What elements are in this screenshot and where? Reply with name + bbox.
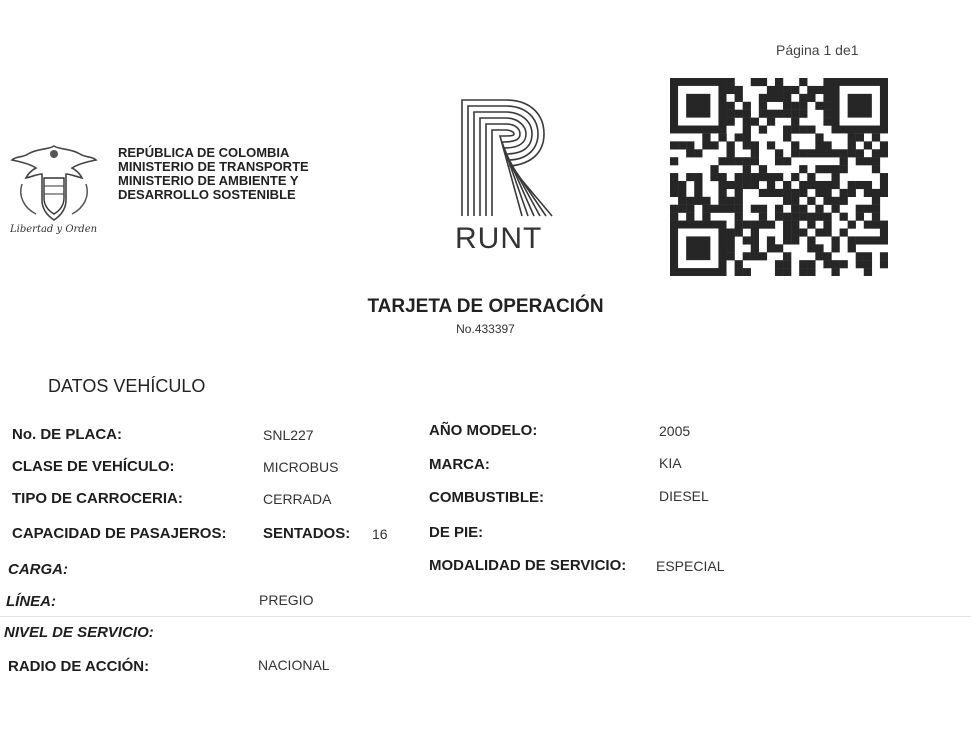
placa-label: No. DE PLACA: — [12, 426, 122, 443]
sentados-value: 16 — [372, 526, 388, 542]
modalidad-value: ESPECIAL — [656, 558, 725, 574]
anio-value: 2005 — [659, 423, 691, 439]
scan-fold-line — [0, 616, 971, 617]
marca-value: KIA — [659, 455, 682, 471]
section-title: DATOS VEHÍCULO — [48, 376, 206, 396]
radio-label: RADIO DE ACCIÓN: — [8, 658, 150, 675]
page-number: Página 1 de1 — [776, 42, 859, 58]
placa-value: SNL227 — [263, 427, 314, 443]
ministry-line: MINISTERIO DE AMBIENTE Y — [118, 173, 299, 188]
card-title: TARJETA DE OPERACIÓN — [367, 296, 604, 317]
card-number: No.433397 — [456, 322, 515, 336]
ministry-heading — [118, 146, 309, 202]
depie-label: DE PIE: — [429, 524, 484, 541]
ministry-line: MINISTERIO DE TRANSPORTE — [118, 159, 309, 174]
combustible-label: COMBUSTIBLE: — [429, 489, 544, 506]
ministry-line: REPÚBLICA DE COLOMBIA — [118, 145, 290, 160]
carroceria-label: TIPO DE CARROCERIA: — [12, 490, 183, 507]
marca-label: MARCA: — [429, 456, 490, 473]
anio-label: AÑO MODELO: — [429, 422, 538, 439]
colombia-coat-of-arms-icon — [8, 140, 100, 224]
runt-logo-text: RUNT — [455, 222, 543, 255]
clase-value: MICROBUS — [263, 459, 339, 475]
carroceria-value: CERRADA — [263, 491, 332, 507]
radio-value: NACIONAL — [258, 657, 330, 673]
modalidad-label: MODALIDAD DE SERVICIO: — [429, 557, 627, 574]
runt-logo-icon — [448, 90, 560, 220]
carga-label: CARGA: — [8, 561, 68, 578]
page-top-edge — [0, 0, 971, 38]
linea-label: LÍNEA: — [6, 593, 56, 610]
seal-motto: Libertad y Orden — [10, 224, 98, 235]
combustible-value: DIESEL — [659, 488, 709, 504]
clase-label: CLASE DE VEHÍCULO: — [12, 458, 175, 475]
qr-code-icon — [670, 78, 888, 276]
linea-value: PREGIO — [259, 592, 314, 608]
nivel-label: NIVEL DE SERVICIO: — [4, 624, 154, 641]
capacidad-label: CAPACIDAD DE PASAJEROS: — [12, 525, 227, 542]
ministry-line: DESARROLLO SOSTENIBLE — [118, 187, 296, 202]
sentados-label: SENTADOS: — [263, 525, 351, 542]
